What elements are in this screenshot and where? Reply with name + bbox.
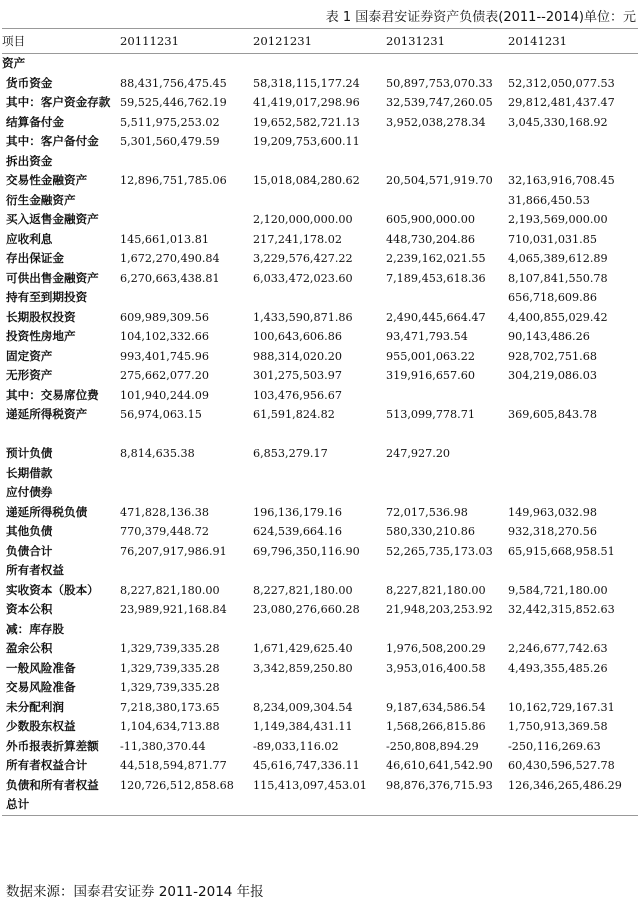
cell-value: 100,643,606.86	[253, 330, 342, 344]
row-label: 盈余公积	[6, 641, 53, 656]
row-label: 投资性房地产	[6, 329, 76, 344]
table-row	[2, 269, 638, 289]
row-label: 其中：客户资金存款	[6, 95, 111, 110]
cell-value: 52,312,050,077.53	[508, 76, 615, 90]
cell-value: 5,511,975,253.02	[120, 115, 220, 129]
cell-value	[508, 678, 638, 698]
cell-value: 60,430,596,527.78	[508, 759, 615, 773]
cell-value: 4,065,389,612.89	[508, 252, 608, 266]
cell-value: 1,104,634,713.88	[120, 720, 220, 734]
cell-value	[386, 425, 508, 445]
cell-value: 9,187,634,586.54	[386, 700, 486, 714]
cell-value: 3,953,016,400.58	[386, 661, 486, 675]
cell-value: 50,897,753,070.33	[386, 76, 493, 90]
cell-value: 32,163,916,708.45	[508, 174, 615, 188]
cell-value: 59,525,446,762.19	[120, 96, 227, 110]
cell-value: 10,162,729,167.31	[508, 700, 615, 714]
table-row	[2, 600, 638, 620]
cell-value: 955,001,063.22	[386, 349, 475, 363]
row-label: 无形资产	[6, 368, 53, 383]
row-label: 交易风险准备	[6, 680, 76, 695]
table-row	[2, 54, 638, 74]
cell-value	[120, 483, 253, 503]
row-label: 持有至到期投资	[6, 290, 88, 305]
cell-value	[120, 464, 253, 484]
cell-value	[120, 288, 253, 308]
cell-value: 4,493,355,485.26	[508, 661, 608, 675]
table-row	[2, 756, 638, 776]
cell-value: 41,419,017,298.96	[253, 96, 360, 110]
cell-value: 993,401,745.96	[120, 349, 209, 363]
cell-value: 1,976,508,200.29	[386, 642, 486, 656]
row-label: 长期股权投资	[6, 309, 76, 324]
cell-value: 56,974,063.15	[120, 408, 202, 422]
cell-value: 1,750,913,369.58	[508, 720, 608, 734]
cell-value: 5,301,560,479.59	[120, 135, 220, 149]
cell-value: 101,940,244.09	[120, 388, 209, 402]
cell-value: 656,718,609.86	[508, 291, 597, 305]
cell-value	[508, 54, 638, 74]
table-row	[2, 737, 638, 757]
cell-value: 45,616,747,336.11	[253, 759, 360, 773]
row-label: 拆出资金	[6, 153, 53, 168]
cell-value	[386, 795, 508, 815]
cell-value: 3,342,859,250.80	[253, 661, 353, 675]
cell-value: 103,476,956.67	[253, 388, 342, 402]
cell-value: 2,120,000,000.00	[253, 213, 353, 227]
row-label: 资产	[2, 56, 26, 71]
header-2011: 20111231	[120, 29, 253, 54]
cell-value: 44,518,594,871.77	[120, 759, 227, 773]
cell-value: 932,318,270.56	[508, 525, 597, 539]
table-row	[2, 386, 638, 406]
row-label: 结算备付金	[6, 114, 64, 129]
row-label: 所有者权益	[6, 563, 64, 578]
table-row	[2, 249, 638, 269]
cell-value: 624,539,664.16	[253, 525, 342, 539]
row-label: 存出保证金	[6, 251, 64, 266]
row-label: 交易性金融资产	[6, 173, 88, 188]
cell-value: 32,539,747,260.05	[386, 96, 493, 110]
table-row	[2, 717, 638, 737]
cell-value	[508, 132, 638, 152]
table-row	[2, 288, 638, 308]
row-label: 负债合计	[6, 543, 53, 558]
cell-value: 8,227,821,180.00	[120, 583, 220, 597]
row-label: 递延所得税资产	[6, 407, 88, 422]
table-row	[2, 795, 638, 815]
cell-value: -89,033,116.02	[253, 739, 339, 753]
cell-value	[253, 464, 386, 484]
cell-value: 65,915,668,958.51	[508, 544, 615, 558]
cell-value: 1,433,590,871.86	[253, 310, 353, 324]
table-row	[2, 191, 638, 211]
cell-value: -250,116,269.63	[508, 739, 601, 753]
cell-value: 15,018,084,280.62	[253, 174, 360, 188]
cell-value: 3,952,038,278.34	[386, 115, 486, 129]
cell-value: 2,239,162,021.55	[386, 252, 486, 266]
cell-value: 46,610,641,542.90	[386, 759, 493, 773]
row-label: 资本公积	[6, 602, 53, 617]
cell-value: 9,584,721,180.00	[508, 583, 608, 597]
row-label: 应收利息	[6, 231, 53, 246]
cell-value: 52,265,735,173.03	[386, 544, 493, 558]
row-label: 买入返售金融资产	[6, 212, 99, 227]
cell-value: 104,102,332.66	[120, 330, 209, 344]
cell-value: 61,591,824.82	[253, 408, 335, 422]
row-label: 衍生金融资产	[6, 192, 76, 207]
table-row	[2, 522, 638, 542]
cell-value	[508, 425, 638, 445]
row-label: 货币资金	[6, 75, 53, 90]
cell-value: 76,207,917,986.91	[120, 544, 227, 558]
table-row	[2, 776, 638, 796]
cell-value: 8,227,821,180.00	[386, 583, 486, 597]
row-label: 实收资本（股本）	[6, 582, 99, 597]
table-row	[2, 620, 638, 640]
cell-value	[386, 54, 508, 74]
cell-value: 3,229,576,427.22	[253, 252, 353, 266]
table-body	[2, 54, 638, 815]
row-label: 递延所得税负债	[6, 504, 88, 519]
row-label: 应付债券	[6, 485, 53, 500]
table-header-row	[2, 29, 638, 54]
table-row	[2, 464, 638, 484]
table-row	[2, 230, 638, 250]
row-label: 长期借款	[6, 465, 53, 480]
table-row	[2, 444, 638, 464]
cell-value	[253, 288, 386, 308]
cell-value	[120, 620, 253, 640]
cell-value	[120, 561, 253, 581]
cell-value: 275,662,077.20	[120, 369, 209, 383]
table-row	[2, 503, 638, 523]
cell-value: 304,219,086.03	[508, 369, 597, 383]
row-label: 其中：客户备付金	[6, 134, 99, 149]
cell-value: 19,652,582,721.13	[253, 115, 360, 129]
cell-value	[386, 483, 508, 503]
table-row	[2, 659, 638, 679]
cell-value: 19,209,753,600.11	[253, 135, 360, 149]
cell-value	[120, 191, 253, 211]
cell-value	[253, 795, 386, 815]
cell-value	[386, 386, 508, 406]
cell-value	[120, 152, 253, 172]
cell-value: 928,702,751.68	[508, 349, 597, 363]
cell-value	[120, 795, 253, 815]
cell-value: 7,218,380,173.65	[120, 700, 220, 714]
cell-value: 8,227,821,180.00	[253, 583, 353, 597]
row-label: 所有者权益合计	[6, 758, 88, 773]
cell-value	[120, 425, 253, 445]
cell-value	[386, 678, 508, 698]
header-2014: 20141231	[508, 29, 638, 54]
table-row	[2, 327, 638, 347]
cell-value: 471,828,136.38	[120, 505, 209, 519]
cell-value: 196,136,179.16	[253, 505, 342, 519]
cell-value: 770,379,448.72	[120, 525, 209, 539]
cell-value: 8,814,635.38	[120, 447, 195, 461]
cell-value	[253, 191, 386, 211]
cell-value: 31,866,450.53	[508, 193, 590, 207]
row-label: 负债和所有者权益	[6, 777, 99, 792]
cell-value: -250,808,894.29	[386, 739, 479, 753]
cell-value: 448,730,204.86	[386, 232, 475, 246]
cell-value: 126,346,265,486.29	[508, 778, 622, 792]
table-caption: 表 1 国泰君安证券资产负债表(2011--2014)单位：元	[325, 10, 636, 25]
table-row	[2, 308, 638, 328]
row-label: 少数股东权益	[6, 719, 76, 734]
cell-value: 1,672,270,490.84	[120, 252, 220, 266]
cell-value	[253, 425, 386, 445]
cell-value: 513,099,778.71	[386, 408, 475, 422]
cell-value: 69,796,350,116.90	[253, 544, 360, 558]
cell-value: 710,031,031.85	[508, 232, 597, 246]
cell-value: 247,927.20	[386, 447, 451, 461]
table-row	[2, 74, 638, 94]
cell-value	[386, 288, 508, 308]
cell-value: 1,568,266,815.86	[386, 720, 486, 734]
table-row	[2, 366, 638, 386]
row-label: 外币报表折算差额	[6, 738, 99, 753]
cell-value: 21,948,203,253.92	[386, 603, 493, 617]
row-label	[2, 425, 120, 445]
cell-value: 72,017,536.98	[386, 505, 468, 519]
row-label: 固定资产	[6, 348, 53, 363]
cell-value: 12,896,751,785.06	[120, 174, 227, 188]
cell-value: 609,989,309.56	[120, 310, 209, 324]
cell-value	[508, 620, 638, 640]
table-row	[2, 405, 638, 425]
cell-value: 93,471,793.54	[386, 330, 468, 344]
cell-value	[253, 54, 386, 74]
table-row	[2, 425, 638, 445]
header-item: 项目	[2, 29, 120, 54]
cell-value	[120, 54, 253, 74]
table-row	[2, 698, 638, 718]
cell-value: 149,963,032.98	[508, 505, 597, 519]
cell-value: 145,661,013.81	[120, 232, 209, 246]
table-row	[2, 152, 638, 172]
cell-value	[386, 191, 508, 211]
cell-value: 1,149,384,431.11	[253, 720, 353, 734]
table-row	[2, 581, 638, 601]
cell-value	[253, 561, 386, 581]
table-row	[2, 542, 638, 562]
cell-value: 88,431,756,475.45	[120, 76, 227, 90]
cell-value: 3,045,330,168.92	[508, 115, 608, 129]
header-2013: 20131231	[386, 29, 508, 54]
cell-value: 301,275,503.97	[253, 369, 342, 383]
cell-value	[386, 464, 508, 484]
cell-value: 32,442,315,852.63	[508, 603, 615, 617]
cell-value	[508, 464, 638, 484]
cell-value	[508, 483, 638, 503]
cell-value	[386, 620, 508, 640]
cell-value: 2,490,445,664.47	[386, 310, 486, 324]
cell-value: 6,033,472,023.60	[253, 271, 353, 285]
cell-value: 8,107,841,550.78	[508, 271, 608, 285]
cell-value: 1,329,739,335.28	[120, 681, 220, 695]
table-row	[2, 678, 638, 698]
table-row	[2, 113, 638, 133]
table-row	[2, 210, 638, 230]
cell-value: 605,900,000.00	[386, 213, 475, 227]
cell-value: 115,413,097,453.01	[253, 778, 367, 792]
cell-value: 120,726,512,858.68	[120, 778, 234, 792]
balance-sheet-table	[2, 29, 638, 815]
cell-value: 1,671,429,625.40	[253, 642, 353, 656]
table-row	[2, 347, 638, 367]
cell-value: 20,504,571,919.70	[386, 174, 493, 188]
cell-value: 90,143,486.26	[508, 330, 590, 344]
cell-value	[386, 152, 508, 172]
header-2012: 20121231	[253, 29, 386, 54]
table-row	[2, 483, 638, 503]
cell-value: 1,329,739,335.28	[120, 661, 220, 675]
row-label: 总计	[6, 797, 30, 812]
cell-value	[386, 132, 508, 152]
cell-value: 8,234,009,304.54	[253, 700, 353, 714]
table-row	[2, 171, 638, 191]
row-label: 可供出售金融资产	[6, 270, 99, 285]
cell-value: 580,330,210.86	[386, 525, 475, 539]
cell-value	[253, 152, 386, 172]
cell-value: 2,193,569,000.00	[508, 213, 608, 227]
cell-value	[386, 561, 508, 581]
data-source-note: 数据来源：国泰君安证券 2011-2014 年报	[6, 884, 264, 900]
cell-value	[253, 483, 386, 503]
cell-value: 7,189,453,618.36	[386, 271, 486, 285]
row-label: 未分配利润	[6, 699, 64, 714]
cell-value: 6,270,663,438.81	[120, 271, 220, 285]
row-label: 减：库存股	[6, 621, 64, 636]
cell-value: 58,318,115,177.24	[253, 76, 360, 90]
table-row	[2, 639, 638, 659]
cell-value	[508, 444, 638, 464]
cell-value	[508, 561, 638, 581]
cell-value: 23,080,276,660.28	[253, 603, 360, 617]
balance-sheet-table-container	[2, 28, 638, 816]
cell-value: 2,246,677,742.63	[508, 642, 608, 656]
cell-value: 98,876,376,715.93	[386, 778, 493, 792]
cell-value: 1,329,739,335.28	[120, 642, 220, 656]
cell-value: 369,605,843.78	[508, 408, 597, 422]
cell-value: 29,812,481,437.47	[508, 96, 615, 110]
cell-value: 217,241,178.02	[253, 232, 342, 246]
row-label: 预计负债	[6, 446, 53, 461]
row-label: 其中：交易席位费	[6, 387, 99, 402]
cell-value	[120, 210, 253, 230]
cell-value: 6,853,279.17	[253, 447, 328, 461]
row-label: 一般风险准备	[6, 660, 76, 675]
cell-value: -11,380,370.44	[120, 739, 206, 753]
cell-value: 23,989,921,168.84	[120, 603, 227, 617]
cell-value	[508, 795, 638, 815]
cell-value: 988,314,020.20	[253, 349, 342, 363]
cell-value: 4,400,855,029.42	[508, 310, 608, 324]
table-row	[2, 561, 638, 581]
cell-value	[253, 678, 386, 698]
table-row	[2, 93, 638, 113]
cell-value: 319,916,657.60	[386, 369, 475, 383]
cell-value	[508, 386, 638, 406]
row-label: 其他负债	[6, 524, 53, 539]
table-row	[2, 132, 638, 152]
cell-value	[508, 152, 638, 172]
cell-value	[253, 620, 386, 640]
